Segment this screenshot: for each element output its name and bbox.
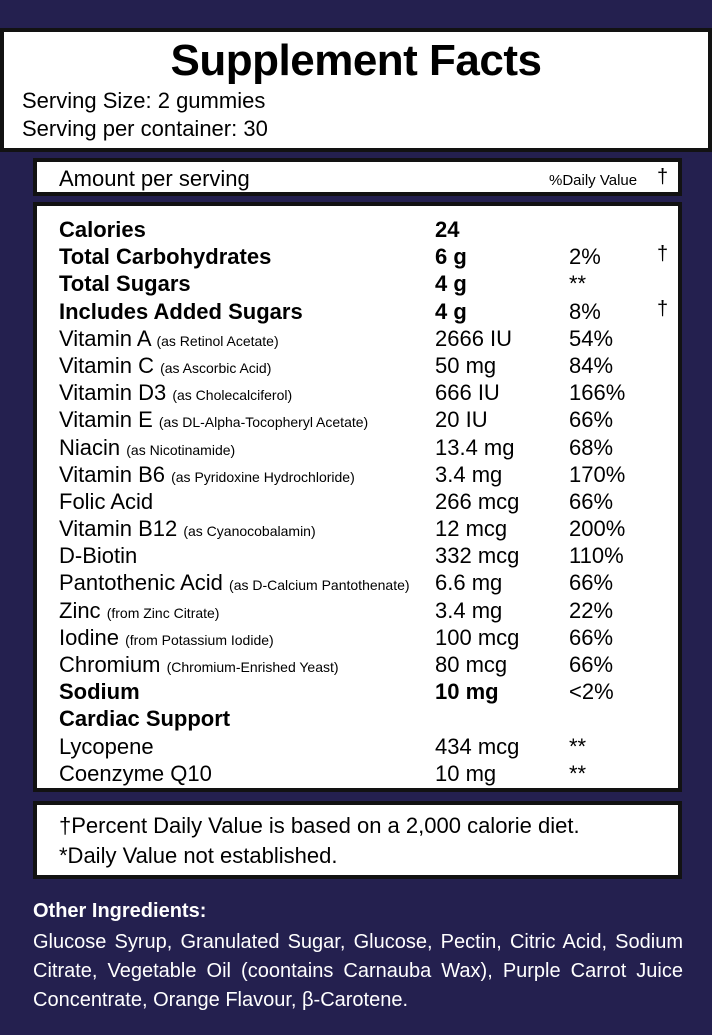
footnote-daily-value: †Percent Daily Value is based on a 2,000 calorie diet. (59, 813, 580, 838)
nutrient-amount: 6 g (435, 244, 467, 270)
nutrient-amount: 266 mcg (435, 488, 520, 514)
nutrient-name-cell (59, 651, 339, 681)
nutrient-row (59, 461, 679, 488)
nutrient-name: Lycopene (59, 733, 154, 759)
nutrient-daily-value: 2% (569, 244, 601, 270)
nutrient-daily-value: 66% (569, 488, 614, 514)
nutrient-amount: 2666 IU (435, 325, 513, 351)
nutrient-name-cell (59, 705, 230, 732)
nutrient-daily-value: 66% (569, 570, 614, 596)
nutrient-name-cell (59, 243, 271, 270)
nutrient-name-cell (59, 325, 279, 355)
nutrient-name: Total Carbohydrates (59, 244, 272, 270)
nutrient-amount: 24 (435, 217, 460, 242)
nutrient-daily-value: 66% (569, 407, 614, 433)
nutrient-name: Vitamin C (59, 352, 154, 378)
nutrient-amount: 434 mcg (435, 733, 520, 759)
nutrient-daily-value: ** (569, 271, 587, 297)
nutrient-row (59, 243, 679, 270)
nutrient-name: Chromium (59, 652, 161, 677)
nutrient-name-cell (59, 733, 154, 760)
nutrient-name: Niacin (59, 434, 121, 460)
dagger-symbol: † (657, 166, 669, 188)
nutrient-name-cell (59, 678, 140, 705)
nutrient-name: Calories (59, 217, 146, 242)
nutrient-name-cell (59, 461, 355, 491)
nutrient-daily-value: 200% (569, 516, 626, 542)
nutrient-name-cell (59, 515, 316, 545)
nutrient-source: (from Potassium Iodide) (125, 631, 274, 648)
nutrient-row (59, 298, 679, 325)
nutrient-amount: 12 mcg (435, 516, 508, 542)
nutrient-row (59, 705, 679, 732)
nutrient-list (59, 216, 679, 787)
nutrient-row (59, 406, 679, 433)
nutrient-name: Includes Added Sugars (59, 298, 303, 324)
nutrient-amount: 666 IU (435, 380, 500, 406)
nutrient-daily-value: 8% (569, 298, 601, 324)
nutrient-name: Vitamin E (59, 407, 153, 433)
nutrient-row (59, 542, 679, 569)
nutrient-daily-value: 110% (569, 543, 624, 569)
nutrient-amount: 3.4 mg (435, 597, 503, 623)
footnote-not-established: *Daily Value not established. (59, 843, 338, 868)
other-ingredients-title: Other Ingredients: (33, 900, 207, 922)
nutrient-source: (as Retinol Acetate) (156, 332, 279, 349)
nutrient-source: (as Ascorbic Acid) (160, 359, 272, 376)
nutrient-daily-value: 66% (569, 652, 614, 677)
nutrient-amount: 100 mcg (435, 624, 520, 650)
nutrient-name: Folic Acid (59, 488, 154, 514)
nutrient-amount: 4 g (435, 298, 467, 324)
nutrients-panel (33, 202, 682, 792)
nutrient-name: Vitamin A (59, 325, 151, 351)
header-panel (0, 28, 712, 152)
nutrient-amount: 3.4 mg (435, 461, 503, 487)
amount-per-serving-bar (33, 158, 682, 196)
nutrient-daily-value: 84% (569, 352, 614, 378)
nutrient-name-cell (59, 216, 146, 243)
nutrient-name-cell (59, 569, 410, 599)
nutrient-daily-value: 166% (569, 380, 626, 406)
page-title: Supplement Facts (170, 36, 542, 85)
nutrient-row (59, 760, 679, 787)
footnote-panel (33, 801, 682, 879)
nutrient-name: Cardiac Support (59, 706, 231, 732)
dagger-symbol: † (657, 297, 669, 320)
nutrient-row (59, 678, 679, 705)
nutrient-amount: 10 mg (435, 760, 497, 786)
daily-value-header: %Daily Value (549, 172, 638, 189)
nutrient-amount: 10 mg (435, 679, 499, 705)
nutrient-source: (as Cyanocobalamin) (183, 523, 316, 540)
servings-per-container: Serving per container: 30 (22, 116, 268, 141)
nutrient-row (59, 352, 679, 379)
nutrient-amount: 4 g (435, 271, 467, 297)
nutrient-name: Vitamin B12 (59, 516, 178, 542)
nutrient-name: Coenzyme Q10 (59, 760, 212, 786)
nutrient-row (59, 624, 679, 651)
nutrient-name: Vitamin D3 (59, 380, 167, 406)
nutrient-row (59, 515, 679, 542)
amount-per-serving-label: Amount per serving (59, 166, 250, 191)
nutrient-name: Zinc (59, 597, 101, 623)
nutrient-name-cell (59, 298, 303, 325)
nutrient-daily-value: 22% (569, 597, 614, 623)
nutrient-name-cell (59, 406, 368, 436)
nutrient-amount: 332 mcg (435, 543, 520, 569)
nutrient-row (59, 216, 679, 243)
nutrient-daily-value: ** (569, 760, 587, 786)
nutrient-name-cell (59, 542, 137, 569)
nutrient-name-cell (59, 434, 235, 464)
nutrient-amount: 80 mcg (435, 652, 508, 677)
nutrient-name-cell (59, 270, 191, 297)
nutrient-name-cell (59, 624, 274, 654)
nutrient-source: (as Pyridoxine Hydrochloride) (171, 468, 355, 485)
other-ingredients-text: Glucose Syrup, Granulated Sugar, Glucose, Pectin, Citric Acid, Sodium Citrate, Vegetable Oil (coontains Carnauba Wax), Purple Carrot Juice Concentrate, Orange Flavour, β-Carotene. (33, 931, 683, 1011)
nutrient-name-cell (59, 760, 212, 787)
nutrient-row (59, 325, 679, 352)
nutrient-name-cell (59, 597, 219, 627)
dagger-symbol: † (657, 243, 669, 266)
serving-size: Serving Size: 2 gummies (22, 88, 266, 113)
nutrient-name-cell (59, 379, 292, 409)
nutrient-source: (Chromium-Enrished Yeast) (166, 659, 339, 675)
nutrient-row (59, 270, 679, 297)
nutrient-amount: 20 IU (435, 407, 488, 433)
nutrient-daily-value: ** (569, 733, 587, 759)
nutrient-name: Sodium (59, 679, 140, 705)
nutrient-row (59, 488, 679, 515)
nutrient-amount: 13.4 mg (435, 434, 515, 460)
nutrient-name-cell (59, 488, 153, 515)
nutrient-row (59, 651, 679, 678)
nutrient-source: (as DL-Alpha-Tocopheryl Acetate) (158, 414, 369, 431)
nutrient-name: Vitamin B6 (59, 461, 165, 487)
nutrient-amount: 50 mg (435, 352, 497, 378)
nutrient-source: (as Cholecalciferol) (172, 387, 293, 404)
nutrient-daily-value: <2% (569, 679, 614, 705)
nutrient-row (59, 434, 679, 461)
nutrient-row (59, 569, 679, 596)
nutrient-row (59, 379, 679, 406)
nutrient-source: (from Zinc Citrate) (106, 604, 220, 621)
nutrient-daily-value: 170% (569, 461, 626, 487)
nutrient-name-cell (59, 352, 271, 382)
nutrient-source: (as D-Calcium Pantothenate) (229, 577, 410, 594)
nutrient-source: (as Nicotinamide) (126, 441, 236, 458)
nutrient-row (59, 597, 679, 624)
nutrient-name: Iodine (59, 624, 119, 650)
nutrient-name: D-Biotin (59, 543, 138, 569)
nutrient-daily-value: 54% (569, 325, 614, 351)
nutrient-row (59, 733, 679, 760)
nutrient-daily-value: 68% (569, 434, 614, 460)
nutrient-name: Total Sugars (59, 271, 191, 297)
nutrient-daily-value: 66% (569, 624, 614, 650)
nutrient-name: Pantothenic Acid (59, 570, 223, 596)
nutrient-amount: 6.6 mg (435, 570, 503, 596)
